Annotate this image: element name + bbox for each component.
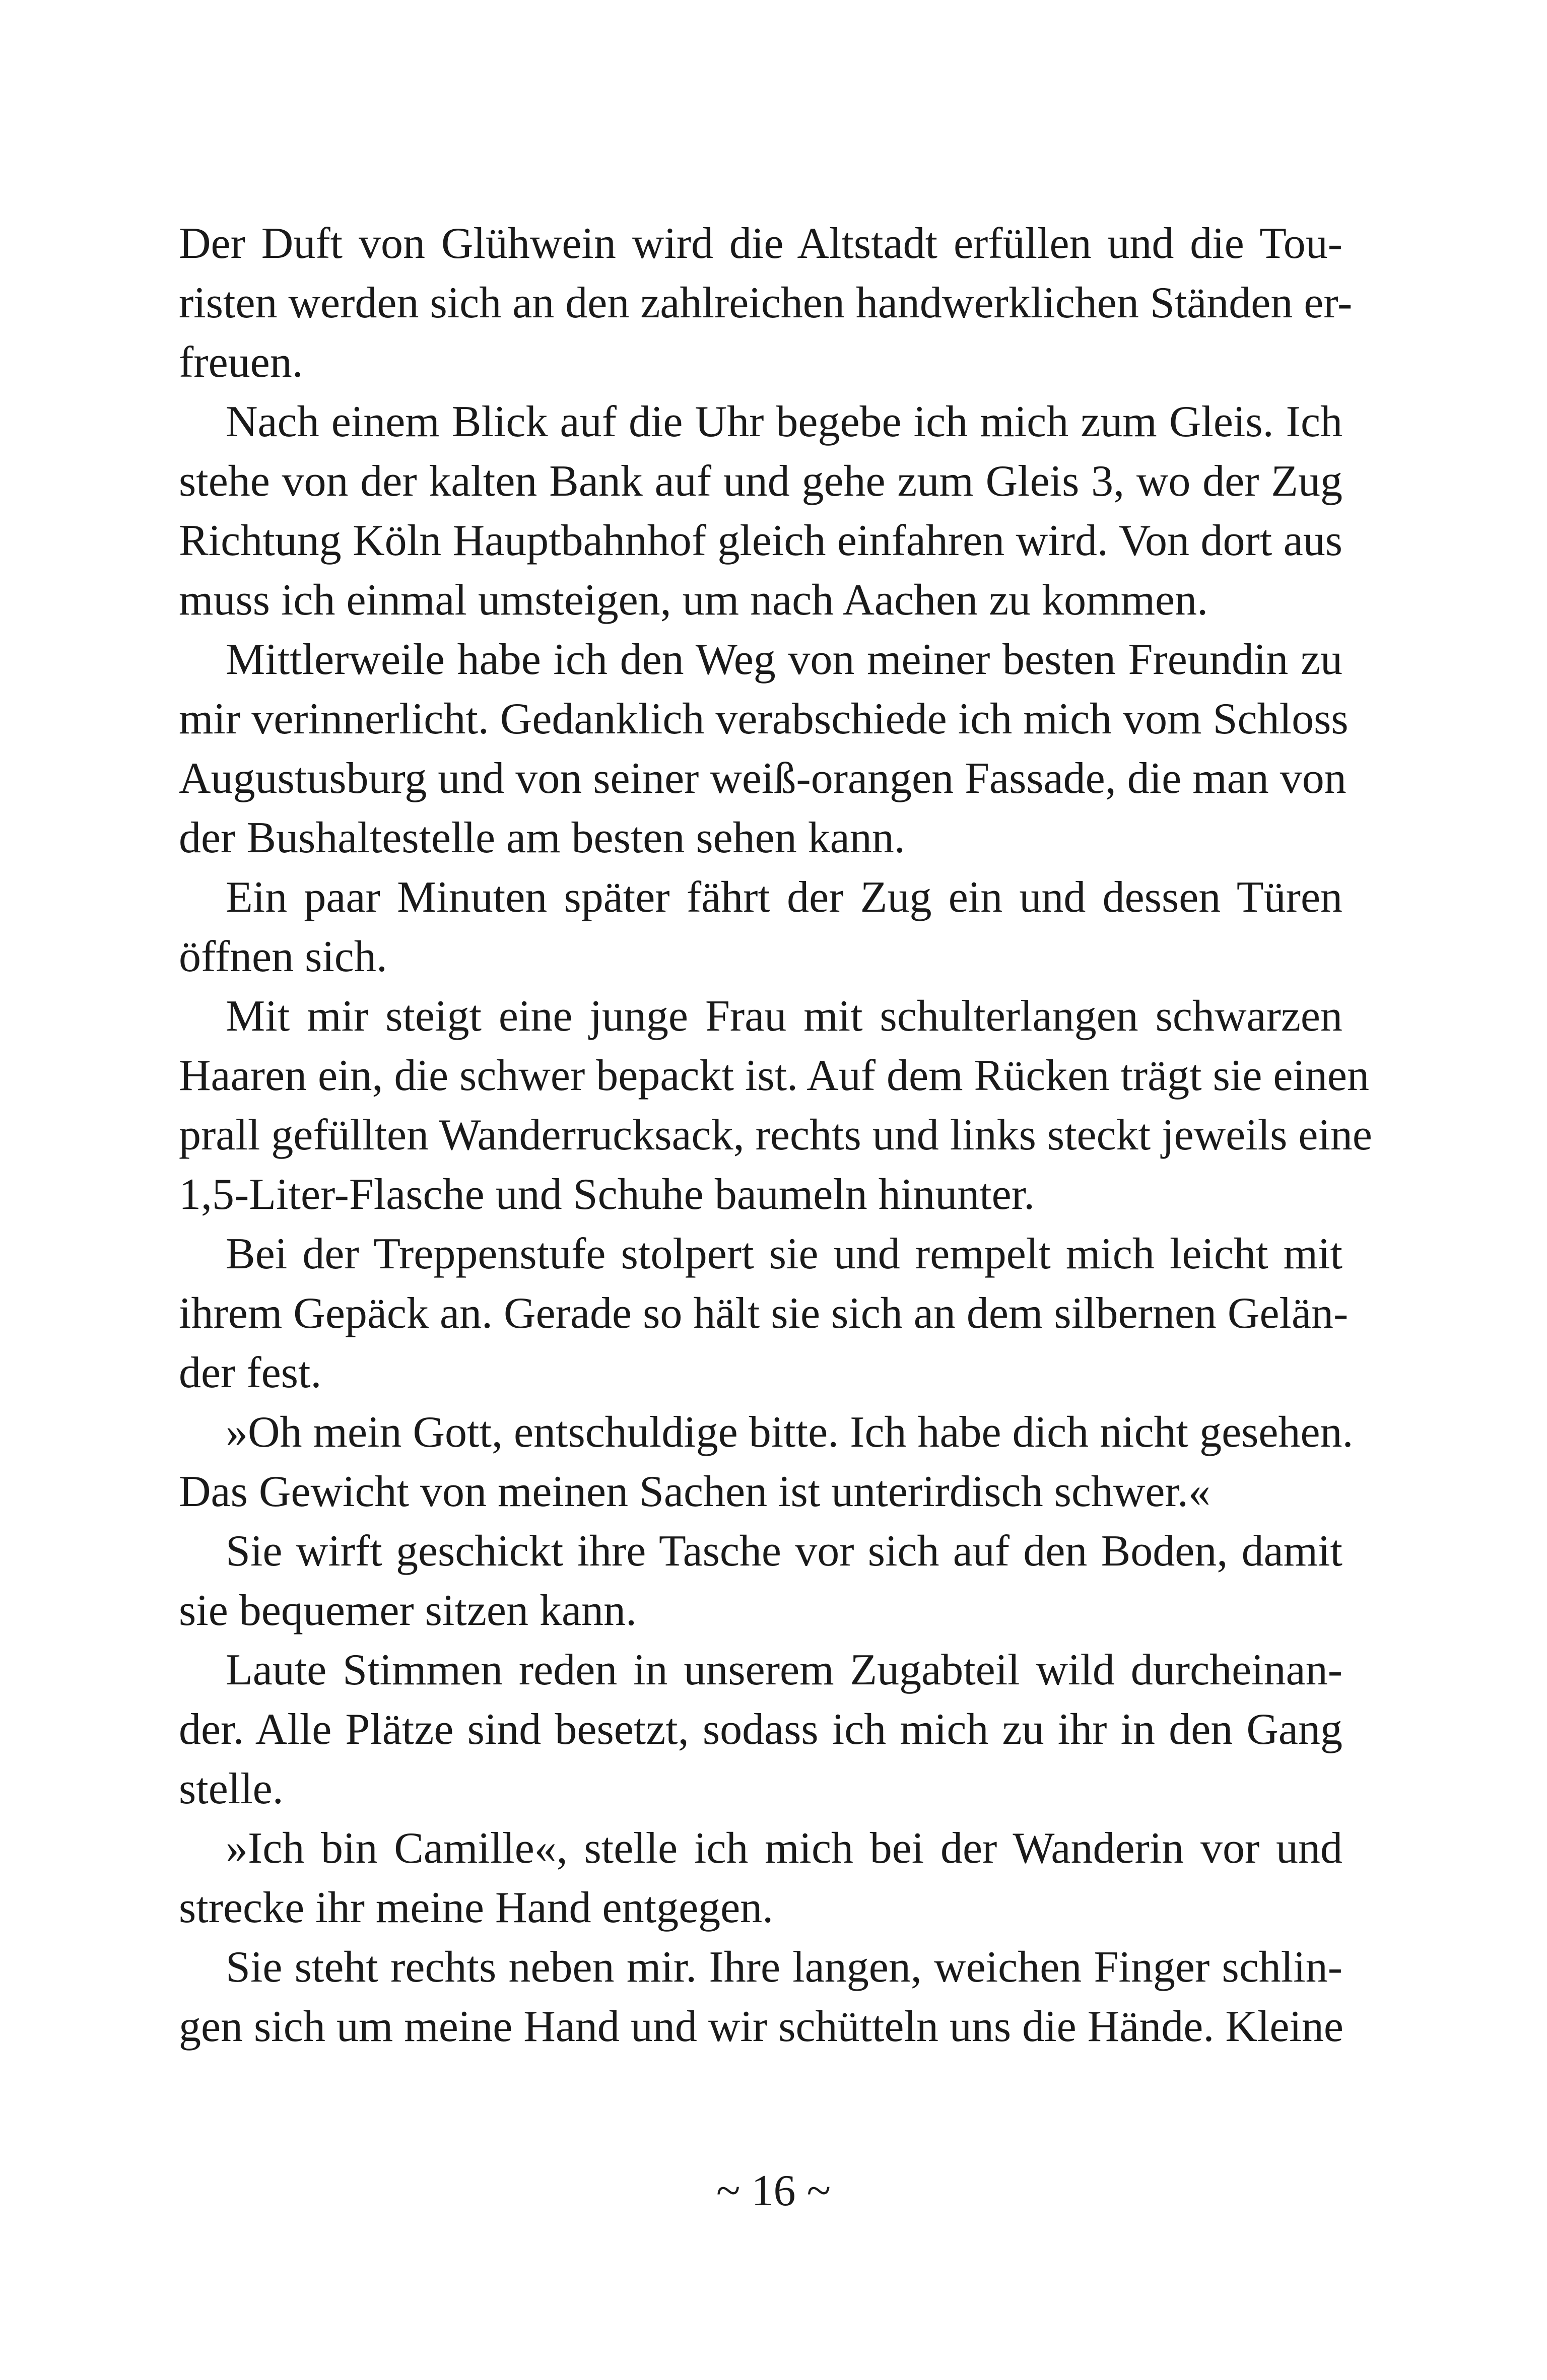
text-line: der fest.: [179, 1348, 322, 1397]
text-line: stehe von der kalten Bank auf und gehe zum Gleis 3, wo der Zug: [179, 457, 1342, 506]
text-line: der Bushaltestelle am besten sehen kann.: [179, 813, 905, 862]
text-line: Sie wirft geschickt ihre Tasche vor sich auf den Boden, damit: [226, 1527, 1342, 1576]
text-line: ihrem Gepäck an. Gerade so hält sie sich an dem silbernen Gelän-: [179, 1289, 1349, 1338]
text-line: Haaren ein, die schwer bepackt ist. Auf dem Rücken trägt sie einen: [179, 1051, 1369, 1100]
text-line: Augustusburg und von seiner weiß-orangen Fassade, die man von: [179, 754, 1347, 803]
text-line: strecke ihr meine Hand entgegen.: [179, 1883, 774, 1932]
text-line: stelle.: [179, 1764, 284, 1813]
text-line: »Oh mein Gott, entschuldige bitte. Ich habe dich nicht gesehen.: [226, 1408, 1354, 1457]
text-line: Sie steht rechts neben mir. Ihre langen, weichen Finger schlin-: [226, 1943, 1342, 1992]
text-line: risten werden sich an den zahlreichen handwerklichen Ständen er-: [179, 279, 1353, 327]
text-line: prall gefüllten Wanderrucksack, rechts und links steckt jeweils eine: [179, 1111, 1372, 1160]
text-line: Der Duft von Glühwein wird die Altstadt erfüllen und die Tou-: [179, 219, 1342, 268]
text-line: Das Gewicht von meinen Sachen ist unterirdisch schwer.«: [179, 1467, 1210, 1516]
text-line: der. Alle Plätze sind besetzt, sodass ich mich zu ihr in den Gang: [179, 1705, 1342, 1754]
text-line: »Ich bin Camille«, stelle ich mich bei der Wanderin vor und: [226, 1824, 1342, 1873]
body-text: [179, 214, 1372, 2057]
text-line: Mit mir steigt eine junge Frau mit schulterlangen schwarzen: [226, 992, 1342, 1041]
text-line: gen sich um meine Hand und wir schütteln uns die Hände. Kleine: [179, 2002, 1343, 2051]
page-number: ~ 16 ~: [716, 2166, 831, 2215]
text-line: Nach einem Blick auf die Uhr begebe ich mich zum Gleis. Ich: [226, 397, 1342, 446]
text-line: sie bequemer sitzen kann.: [179, 1586, 637, 1635]
text-line: Bei der Treppenstufe stolpert sie und rempelt mich leicht mit: [226, 1230, 1342, 1278]
text-line: Laute Stimmen reden in unserem Zugabteil wild durcheinan-: [226, 1646, 1342, 1694]
text-line: Ein paar Minuten später fährt der Zug ein und dessen Türen: [226, 873, 1342, 922]
text-line: Richtung Köln Hauptbahnhof gleich einfahren wird. Von dort aus: [179, 516, 1342, 565]
text-line: freuen.: [179, 338, 303, 387]
text-line: mir verinnerlicht. Gedanklich verabschiede ich mich vom Schloss: [179, 695, 1349, 743]
text-line: muss ich einmal umsteigen, um nach Aachen zu kommen.: [179, 576, 1208, 625]
text-line: öffnen sich.: [179, 932, 387, 981]
text-line: Mittlerweile habe ich den Weg von meiner besten Freundin zu: [226, 635, 1342, 684]
text-line: 1,5-Liter-Flasche und Schuhe baumeln hinunter.: [179, 1170, 1035, 1219]
